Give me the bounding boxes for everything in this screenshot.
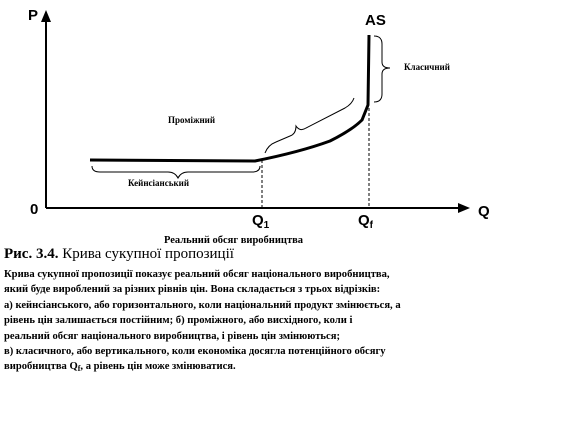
figure-title: Крива сукупної пропозиції bbox=[62, 246, 234, 262]
x-axis-label: Q bbox=[478, 203, 490, 220]
qf-tick-label: $Q_f$ bbox=[358, 212, 374, 231]
segment-keynesian-label: Кейнсіанський bbox=[128, 178, 190, 188]
x-axis-arrow bbox=[458, 203, 470, 213]
text-line: який буде вироблений за різних рівнів цін. Вона складається з трьох відрізків: bbox=[4, 284, 381, 296]
figure-caption bbox=[4, 246, 234, 263]
description-paragraph bbox=[4, 267, 578, 377]
text-line: реальний обсяг національного виробництва, і рівень цін змінюються; bbox=[4, 330, 340, 342]
as-curve bbox=[90, 35, 369, 161]
text-line: а) кейнсіанського, або горизонтального, коли національний продукт змінюється, а bbox=[4, 299, 401, 311]
y-axis-label: P bbox=[28, 7, 39, 24]
text-line: виробництва $Q_f$, а рівень цін може змінюватися. bbox=[4, 361, 236, 374]
segment-intermediate-label: Проміжний bbox=[168, 115, 216, 125]
q1-tick-label: $Q_1$ bbox=[252, 212, 270, 231]
text-line: Крива сукупної пропозиції показує реальний обсяг національного виробництва, bbox=[4, 269, 390, 280]
classical-brace bbox=[374, 36, 390, 102]
text-line: в) класичного, або вертикального, коли економіка досягла потенційного обсягу bbox=[4, 346, 386, 358]
figure-number: Рис. 3.4. bbox=[4, 246, 59, 262]
as-curve-label: AS bbox=[365, 12, 386, 29]
x-axis-title: Реальний обсяг виробництва bbox=[164, 235, 304, 246]
origin-label: 0 bbox=[30, 201, 39, 218]
y-axis-arrow bbox=[41, 10, 51, 22]
text-line: рівень цін залишається постійним; б) проміжного, або висхідного, коли і bbox=[4, 315, 353, 327]
intermediate-brace bbox=[265, 98, 354, 153]
segment-classical-label: Класичний bbox=[404, 62, 450, 72]
keynesian-brace bbox=[92, 166, 260, 178]
